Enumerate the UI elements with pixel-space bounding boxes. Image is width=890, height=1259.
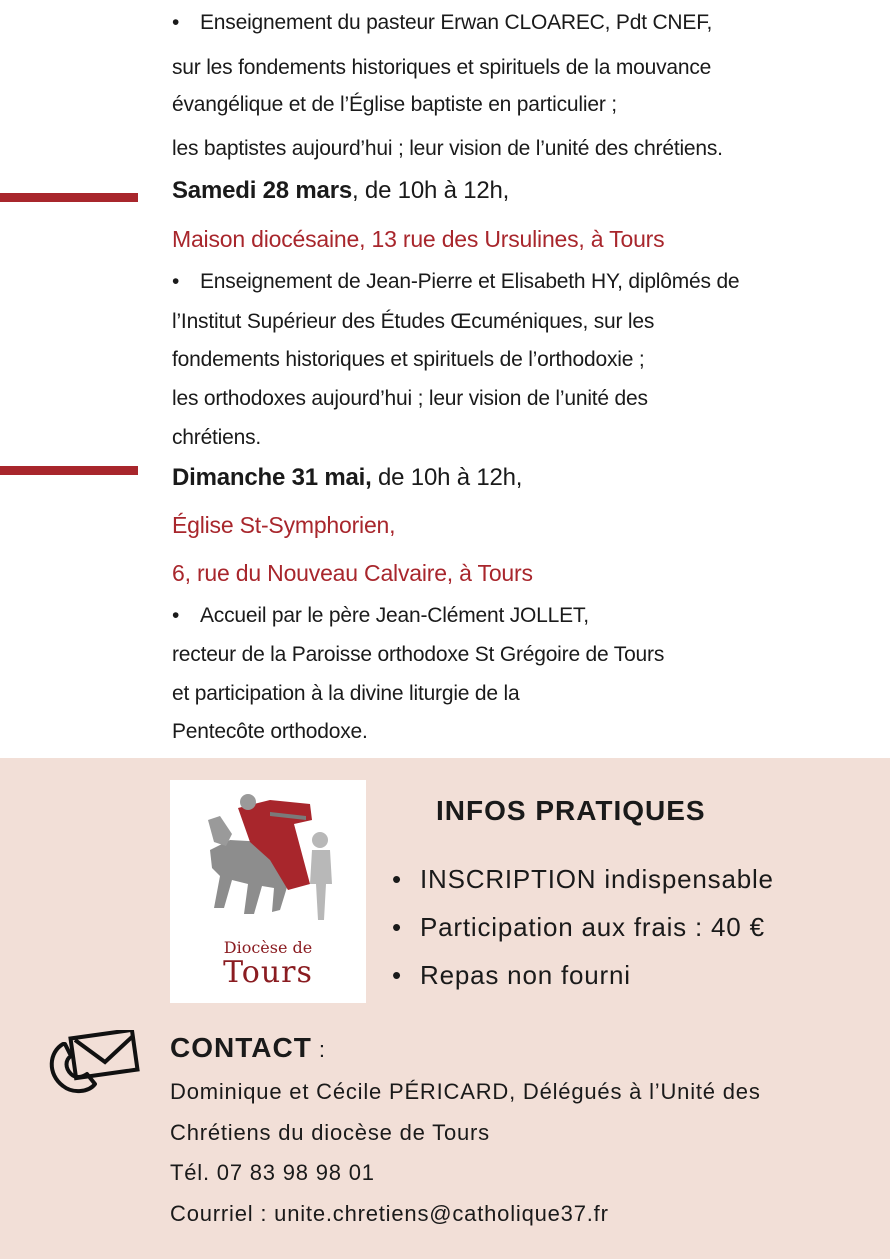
contact-line-2: Chrétiens du diocèse de Tours [170,1120,490,1145]
dimanche-line-4: Pentecôte orthodoxe. [172,720,368,743]
dimanche-line-2: recteur de la Paroisse orthodoxe St Grégoire de Tours [172,643,665,666]
samedi-line-2: l’Institut Supérieur des Études Œcuméniques, sur les [172,310,655,333]
dimanche-line-1: • Accueil par le père Jean-Clément JOLLET, [172,604,589,627]
samedi-place: Maison diocésaine, 13 rue des Ursulines, à Tours [172,226,665,252]
section-rule-dimanche [0,466,138,475]
diocese-logo [170,780,366,1003]
first-block-line-2: sur les fondements historiques et spirituels de la mouvance [172,56,712,79]
first-block-line-3: évangélique et de l’Église baptiste en particulier ; [172,93,617,116]
first-block-line-1: • Enseignement du pasteur Erwan CLOAREC, Pdt CNEF, [172,11,713,34]
samedi-line-4: les orthodoxes aujourd’hui ; leur vision de l’unité des [172,387,648,410]
first-block-line-4: les baptistes aujourd’hui ; leur vision de l’unité des chrétiens. [172,137,723,160]
samedi-line-3: fondements historiques et spirituels de l’orthodoxie ; [172,348,645,371]
dimanche-time: de 10h à 12h, [371,464,523,491]
infos-item: • INSCRIPTION indispensable [392,864,774,894]
samedi-date: Samedi 28 mars [172,177,352,204]
section-rule-samedi [0,193,138,202]
contact-title: CONTACT : [170,1032,327,1063]
bullet: • [392,960,402,990]
dimanche-heading [172,465,522,491]
infos-title: INFOS PRATIQUES [436,795,706,826]
bullet: • [172,604,180,627]
bullet: • [172,11,180,34]
saint-martin-logo-icon [170,780,366,940]
samedi-line-5: chrétiens. [172,426,262,449]
samedi-time: , de 10h à 12h, [351,177,510,204]
bullet: • [172,270,180,293]
dimanche-place-2: 6, rue du Nouveau Calvaire, à Tours [172,560,533,586]
samedi-heading [172,178,509,204]
samedi-line-1: • Enseignement de Jean-Pierre et Elisabeth HY, diplômés de [172,270,740,293]
bullet: • [392,912,402,942]
infos-item: • Repas non fourni [392,960,631,990]
contact-phone: Tél. 07 83 98 98 01 [170,1160,375,1185]
contact-line-1: Dominique et Cécile PÉRICARD, Délégués à l’Unité des [170,1079,761,1104]
dimanche-date: Dimanche 31 mai, [172,464,372,491]
dimanche-place-1: Église St-Symphorien, [172,512,396,538]
contact-email[interactable]: Courriel : unite.chretiens@catholique37.fr [170,1201,609,1226]
phone-mail-icon [45,1030,141,1096]
logo-line-1: Diocèse de [223,938,313,957]
dimanche-line-3: et participation à la divine liturgie de la [172,682,520,705]
bullet: • [392,864,402,894]
logo-line-2: Tours [223,955,313,990]
infos-item: • Participation aux frais : 40 € [392,912,765,942]
info-panel [0,758,890,1259]
